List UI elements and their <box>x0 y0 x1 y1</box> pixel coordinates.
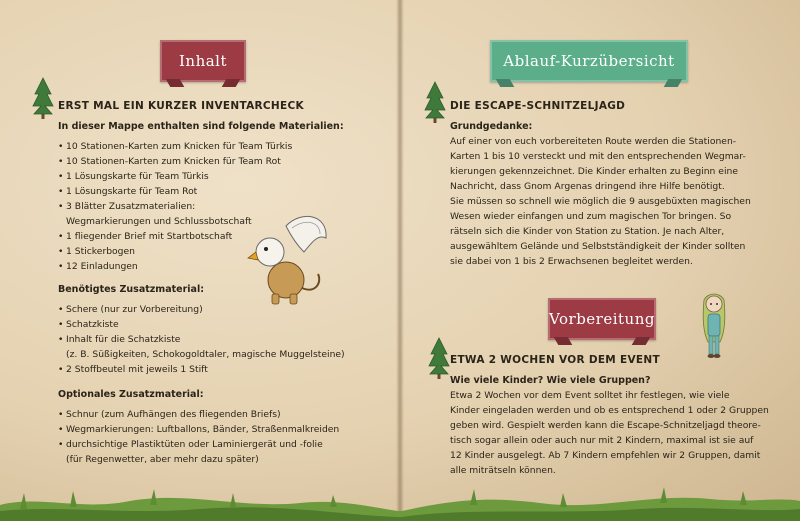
list-item: • Schatzkiste <box>58 319 119 330</box>
escape-heading: DIE ESCAPE-SCHNITZELJAGD <box>450 100 626 112</box>
elf-girl-illustration <box>698 290 730 360</box>
griffin-illustration <box>246 208 330 308</box>
list-item: • Schnur (zum Aufhängen des fliegenden Briefs) <box>58 409 281 420</box>
optional-title: Optionales Zusatzmaterial: <box>58 389 204 400</box>
vorbereitung-banner <box>548 298 656 340</box>
needed-title: Benötigtes Zusatzmaterial: <box>58 284 205 295</box>
vorbereitung-banner-label: Vorbereitung <box>549 310 655 328</box>
list-item: • 1 Lösungskarte für Team Türkis <box>58 171 209 182</box>
ablauf-banner-label: Ablauf-Kurzübersicht <box>503 52 675 70</box>
grass-footer-decoration <box>0 481 800 521</box>
fir-tree-icon <box>428 336 450 380</box>
list-item: • Schere (nur zur Vorbereitung) <box>58 304 203 315</box>
kinder-paragraph: Etwa 2 Wochen vor dem Event solltet ihr festlegen, wie viele Kinder eingeladen werden und ob es entsprechend 1 oder 2 Gruppen geben wird. Gespielt werden kann die Escape-Schnitzeljagd theore- tisch sogar allein oder auch nur mit 2 Kindern, maximal ist sie auf 12 Kinder ausgelegt. Ab 7 Kindern empfehlen wir 2 Gruppen, damit alle miträtseln können. <box>450 390 769 476</box>
inventory-heading: ERST MAL EIN KURZER INVENTARCHECK <box>58 100 304 112</box>
fir-tree-icon <box>32 76 54 120</box>
list-item: • 2 Stoffbeutel mit jeweils 1 Stift <box>58 364 208 375</box>
inhalt-banner-label: Inhalt <box>178 52 227 70</box>
list-item: • 1 fliegender Brief mit Startbotschaft <box>58 231 233 242</box>
ablauf-banner <box>490 40 688 82</box>
left-page <box>0 0 398 521</box>
right-page <box>402 0 800 521</box>
optional-list <box>58 407 339 467</box>
list-item: Wegmarkierungen und Schlussbotschaft <box>66 216 252 227</box>
prep-heading: ETWA 2 WOCHEN VOR DEM EVENT <box>450 354 660 366</box>
inhalt-banner <box>160 40 246 82</box>
list-item: • durchsichtige Plastiktüten oder Laminiergerät und -folie <box>58 439 323 450</box>
kinder-title: Wie viele Kinder? Wie viele Gruppen? <box>450 375 651 386</box>
grund-paragraph: Auf einer von euch vorbereiteten Route werden die Stationen- Karten 1 bis 10 versteckt und mit den entsprechenden Wegmar- kierungen gekennzeichnet. Die Kinder erhalten zu Beginn eine Nachricht, dass Gnom Argenas dringend ihre Hilfe benötigt. Sie müssen so schnell wie möglich die 9 ausgebüxten magischen Wesen wieder einfangen und zum magischen Tor bringen. So rätseln sich die Kinder von Station zu Station. Je nach Alter, ausgewähltem Gelände und Selbstständigkeit der Kinder sollten sie dabei von 1 bis 2 Erwachsenen begleitet werden. <box>450 136 751 267</box>
list-item: • 12 Einladungen <box>58 261 138 272</box>
list-item: • 1 Stickerbogen <box>58 246 135 257</box>
list-item: • 1 Lösungskarte für Team Rot <box>58 186 198 197</box>
materials-intro: In dieser Mappe enthalten sind folgende Materialien: <box>58 121 344 132</box>
list-item: • 3 Blätter Zusatzmaterialien: <box>58 201 196 212</box>
grund-title: Grundgedanke: <box>450 121 533 132</box>
list-item: • 10 Stationen-Karten zum Knicken für Team Rot <box>58 156 281 167</box>
fir-tree-icon <box>424 80 446 124</box>
list-item: (für Regenwetter, aber mehr dazu später) <box>66 454 259 465</box>
list-item: (z. B. Süßigkeiten, Schokogoldtaler, magische Muggelsteine) <box>66 349 345 360</box>
needed-list <box>58 302 345 377</box>
list-item: • 10 Stationen-Karten zum Knicken für Team Türkis <box>58 141 293 152</box>
list-item: • Inhalt für die Schatzkiste <box>58 334 181 345</box>
list-item: • Wegmarkierungen: Luftballons, Bänder, Straßenmalkreiden <box>58 424 340 435</box>
